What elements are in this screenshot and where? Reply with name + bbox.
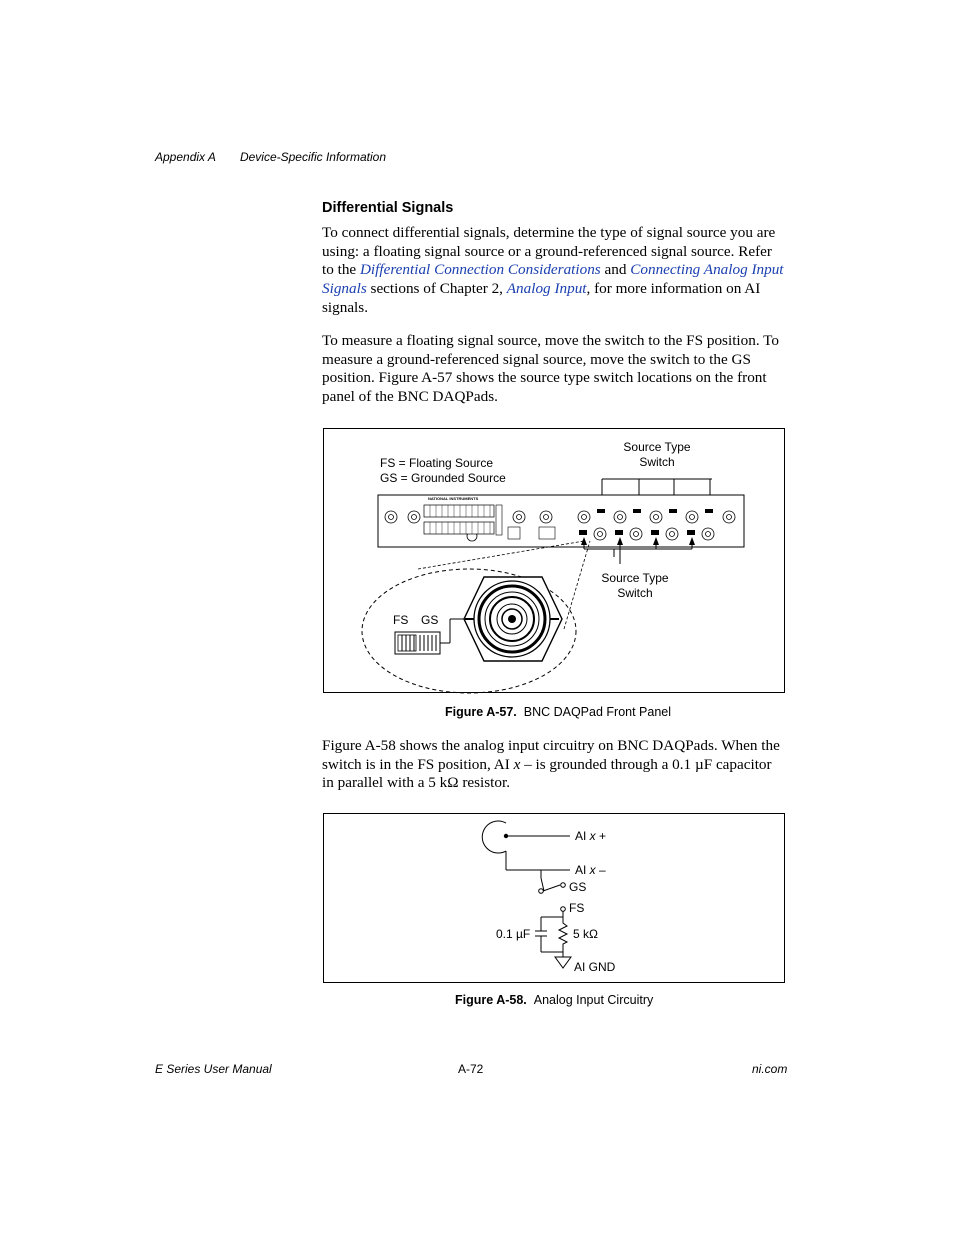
legend-fs: FS = Floating Source	[380, 456, 494, 470]
caption-number: Figure A-58.	[455, 993, 527, 1007]
label-capacitor: 0.1 µF	[496, 927, 531, 941]
legend-gs: GS = Grounded Source	[380, 471, 506, 485]
link-differential-connection[interactable]: Differential Connection Considerations	[359, 261, 601, 279]
chapter-title: Device-Specific Information	[239, 150, 386, 164]
section-title: Differential Signals	[322, 200, 454, 216]
label-ground: AI GND	[574, 960, 616, 974]
caption-text: BNC DAQPad Front Panel	[523, 705, 672, 719]
fs-label: FS	[393, 613, 409, 627]
text: , for more information on AI signals.	[322, 280, 761, 316]
top-switch-label-2: Switch	[639, 455, 675, 469]
var-x: x	[513, 755, 521, 773]
gs-label: GS	[421, 613, 439, 627]
paragraph-circuitry	[322, 737, 786, 793]
caption-text: Analog Input Circuitry	[533, 993, 654, 1007]
text: and	[600, 261, 631, 279]
appendix-label: Appendix A	[155, 150, 216, 164]
footer-page-number: A-72	[458, 1062, 484, 1076]
text: – is grounded through a 0.1 µF capacitor in parallel with a 5 kΩ resistor.	[322, 755, 772, 792]
label-gs: GS	[569, 880, 587, 894]
figure-bnc-front-panel	[323, 428, 785, 693]
figure57-caption	[445, 705, 671, 719]
circuit-diagram	[324, 814, 786, 984]
label-fs: FS	[569, 901, 585, 915]
footer-website: ni.com	[752, 1062, 788, 1076]
label-ai-minus: AI x –	[575, 863, 606, 877]
link-analog-input[interactable]: Analog Input	[506, 280, 587, 298]
bottom-switch-label-1: Source Type	[601, 571, 669, 585]
caption-number: Figure A-57.	[445, 705, 517, 719]
front-panel-diagram	[324, 429, 786, 694]
logo-text: NATIONAL INSTRUMENTS	[428, 496, 479, 501]
text: To connect differential signals, determine the type of signal source you are using: a floating signal source or a ground-referenced signal source. Refer to the	[322, 224, 776, 279]
label-ai-plus: AI x +	[575, 829, 607, 843]
label-resistor: 5 kΩ	[573, 927, 598, 941]
figure-analog-input-circuitry	[323, 813, 785, 983]
figure58-caption	[455, 993, 653, 1007]
text: sections of Chapter 2,	[366, 280, 507, 298]
paragraph-switch: To measure a floating signal source, move the switch to the FS position. To measure a ground-referenced signal source, move the switch to the GS position. Figure A-57 shows the source type switch locations on the front panel of the BNC DAQPads.	[322, 332, 779, 406]
bottom-switch-label-2: Switch	[617, 586, 653, 600]
link-connecting-analog-input[interactable]: Connecting Analog Input Signals	[322, 261, 784, 298]
running-header	[155, 150, 386, 164]
top-switch-label-1: Source Type	[623, 440, 691, 454]
footer-manual-title: E Series User Manual	[155, 1062, 272, 1076]
paragraph-intro	[322, 224, 786, 318]
text: Figure A-58 shows the analog input circuitry on BNC DAQPads. When the switch is in the FS position, AI	[322, 737, 780, 773]
